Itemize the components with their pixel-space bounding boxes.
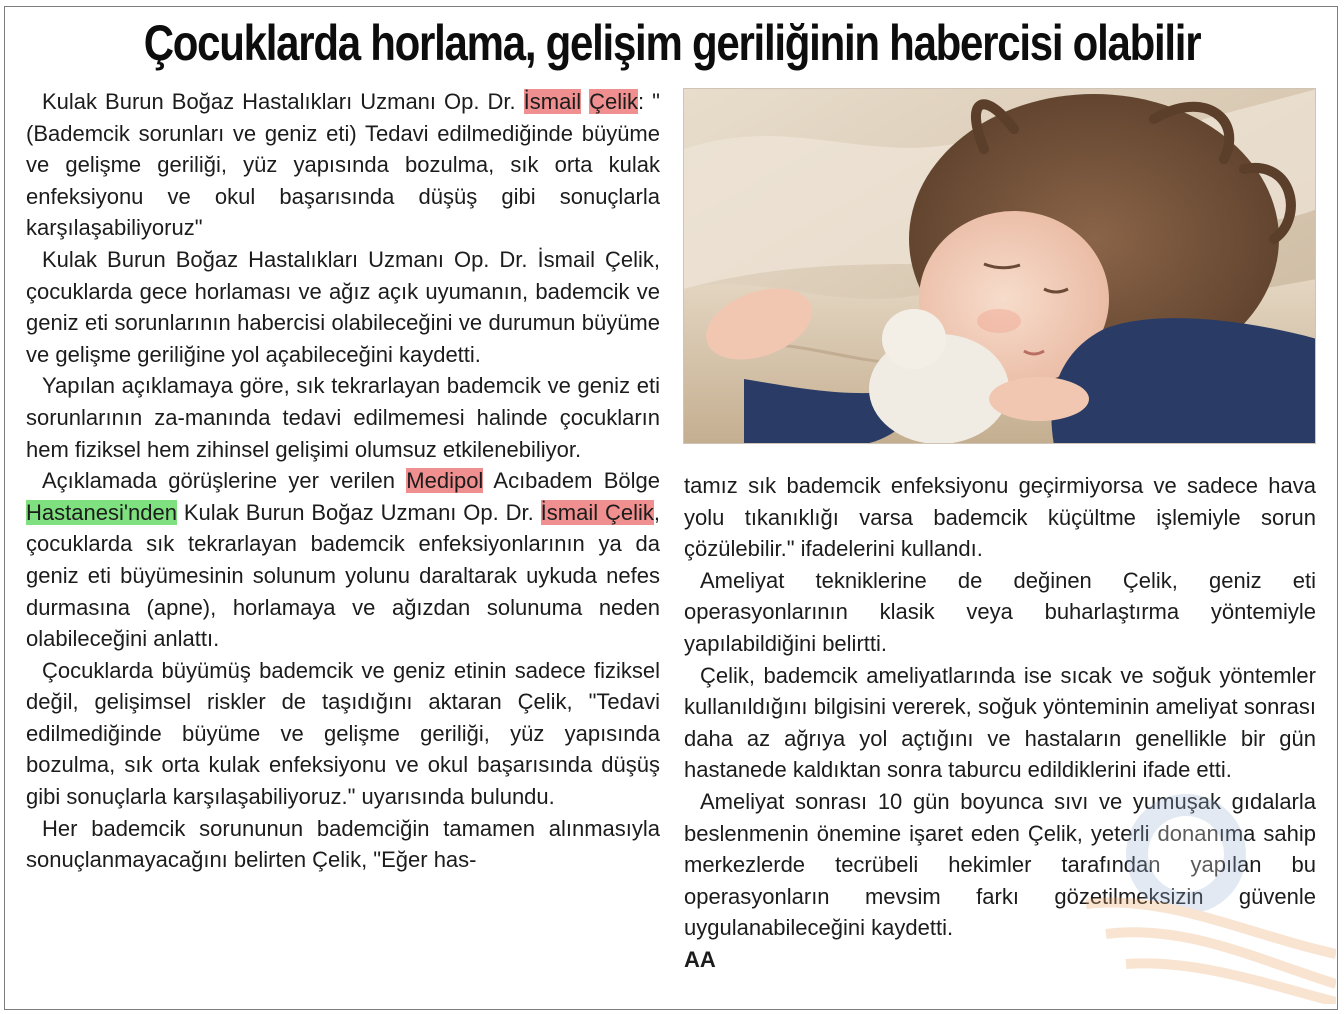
paragraph-8: Ameliyat tekniklerine de değinen Çelik, geniz eti operasyonlarının klasik veya buharlaştırma yöntemiyle yapılabildiğini belirtti. [684,567,1316,656]
paragraph-3: Yapılan açıklamaya göre, sık tekrarlayan bademcik ve geniz eti sorunlarının za-manında tedavi edilmemesi halinde çocukların hem fiziksel hem zihinsel gelişimi olumsuz etkilenebiliyor. [26,373,660,462]
highlight-name-celik: Çelik [589,89,639,114]
paragraph-7: tamız sık bademcik enfeksiyonu geçirmiyorsa ve sadece hava yolu tıkanıklığı varsa bademcik küçültme işlemiyle sorun çözülebilir." ifadelerini kullandı. [684,473,1316,562]
paragraph-6: Her bademcik sorununun bademciğin tamamen alınmasıyla sonuçlanmayacağını belirten Çelik, "Eğer has- [26,815,660,873]
paragraph-4-text-d: , çocuklarda sık tekrarlayan bademcik enfeksiyonlarının ya da geniz eti büyümesinin solunum yolunu daraltarak uykuda nefes durmasına (apne), horlamaya ve ağızdan solunuma neden olabileceğini anlattı. [26,499,660,652]
sleeping-child-photo [683,88,1316,444]
paragraph-4-text-c: Kulak Burun Boğaz Uzmanı Op. Dr. [176,499,541,525]
paragraph-1-text-a: Kulak Burun Boğaz Hastalıkları Uzmanı Op. Dr. [42,89,524,114]
paragraph-1-text-b [581,89,589,114]
paragraph-2: Kulak Burun Boğaz Hastalıkları Uzmanı Op. Dr. İsmail Çelik, çocuklarda gece horlaması ve ağız açık uyumanın, bademcik ve geniz eti sorunlarının habercisi olabileceğini ve durumun büyüme ve gelişme geriliğine yol açabileceğini kaydetti. [26,246,660,367]
paragraph-1 [26,86,660,244]
left-column [26,86,660,876]
highlight-hastanesi: Hastanesi'nden [26,499,177,525]
highlight-name-ismail: İsmail [523,89,582,114]
paragraph-5: Çocuklarda büyümüş bademcik ve geniz etinin sadece fiziksel değil, gelişimsel riskler de taşıdığını aktaran Çelik, "Tedavi edilmediğinde büyüme ve gelişme geriliği, yüz yapısında bozulma, sık orta kulak enfeksiyonu ve okul başarısında düşüş gibi sonuçlarla karşılaşabiliyoruz." uyarısında bulundu. [26,657,660,810]
paragraph-1-text-c: : "(Bademcik sorunları ve geniz eti) Tedavi edilmediğinde büyüme ve gelişme geriliği, yüz yapısında bozulma, sık orta kulak enfeksiyonu ve okul başarısında düşüş gibi sonuçlarla karşılaşabiliyoruz" [26,89,660,241]
paragraph-10: Ameliyat sonrası 10 gün boyunca sıvı ve yumuşak gıdalarla beslenmenin önemine işaret eden Çelik, yeterli donanıma sahip merkezlerde tecrübeli hekimler tarafından yapılan bu operasyonların mevsim farkı gözetilmeksizin güvenle uygulanabileceğini kaydetti. [684,788,1316,941]
byline: AA [684,946,716,972]
paragraph-4-text-a: Açıklamada görüşlerine yer verilen [42,468,407,494]
highlight-ismail-celik: İsmail Çelik [540,499,654,525]
highlight-medipol: Medipol [406,468,484,494]
paragraph-4 [26,465,660,655]
headline: Çocuklarda horlama, gelişim geriliğinin habercisi olabilir [143,15,1201,71]
paragraph-4-text-b: Acıbadem Bölge [483,468,660,494]
watermark-logo [1086,784,1336,1004]
paragraph-9: Çelik, bademcik ameliyatlarında ise sıcak ve soğuk yöntemler kullanıldığını bilgisini vererek, soğuk yönteminin ameliyat sonrası daha az ağrıya yol açtığını ve hastaların genellikle bir gün hastanede kaldıktan sonra taburcu edildiklerini ifade etti. [684,662,1316,783]
